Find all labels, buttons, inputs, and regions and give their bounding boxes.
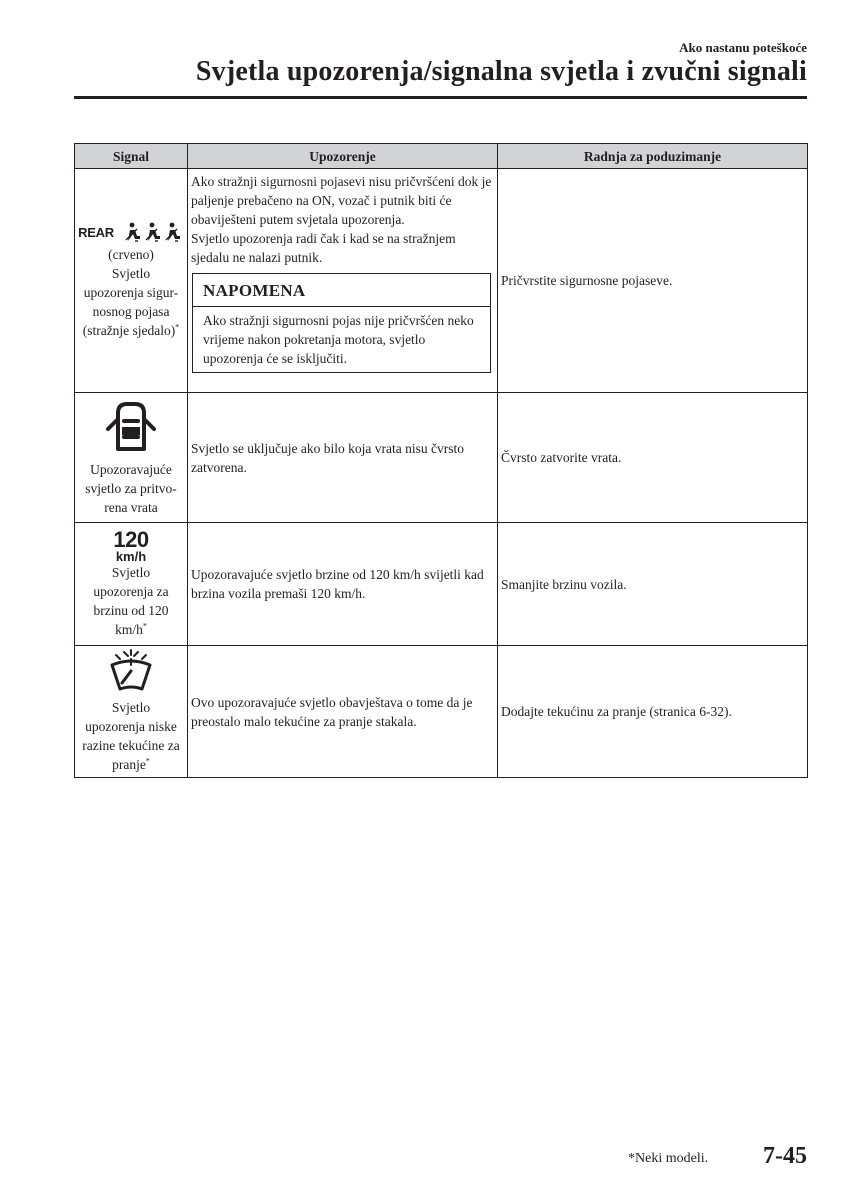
warning-text: Svjetlo se uključuje ako bilo koja vrata nisu čvrsto zatvorena. [191,440,464,475]
signal-line-text: (stražnje sjedalo) [82,323,176,338]
note-box [192,273,491,373]
washer-fluid-icon [108,649,154,693]
footnote: *Neki modeli. [628,1151,709,1166]
footnote-mark: * [145,756,150,766]
signal-line: svjetlo za pritvo- [85,480,177,496]
table-row [75,523,808,646]
warning-cell [188,523,498,646]
table-row [75,646,808,778]
action-text: Čvrsto zatvorite vrata. [501,450,622,465]
action-cell [498,646,808,778]
action-text: Smanjite brzinu vozila. [501,576,627,592]
signal-line: Svjetlo [111,565,151,580]
footnote-mark: * [142,621,147,631]
action-cell [498,393,808,523]
warning-cell [188,169,498,393]
speed-120-icon [77,529,185,563]
signal-line-text: km/h [115,622,143,637]
rear-label: REAR [78,224,114,240]
signal-line [77,755,185,774]
speed-icon-number: 120 [113,527,149,552]
column-header-warning: Upozorenje [188,144,498,169]
action-text: Dodajte tekućinu za pranje (stranica 6-32). [501,704,732,719]
page-number: 7-45 [763,1143,807,1169]
warning-text: Upozoravajuće svjetlo brzine od 120 km/h svijetli kad brzina vozila premaši 120 km/h. [191,567,484,601]
signal-line: Svjetlo [111,266,151,281]
action-text: Pričvrstite sigurnosne pojaseve. [501,273,673,288]
warning-text: Svjetlo upozorenja radi čak i kad se na stražnjem sjedalu ne nalazi putnik. [191,231,456,265]
column-header-signal: Signal [75,144,188,169]
signal-line: upozorenja niske [85,719,177,734]
warning-cell [188,646,498,778]
signal-cell [75,169,188,393]
signal-line: Upozoravajuće [90,461,172,477]
note-title: NAPOMENA [193,274,490,307]
note-text: Ako stražnji sigurnosni pojas nije pričvršćen neko vrijeme nakon pokretanja motora, svjetlo upozorenja će se isključiti. [203,313,474,366]
signal-line: brzinu od 120 [93,603,169,618]
warning-cell [188,393,498,523]
signal-line: Svjetlo [111,700,151,715]
table-row [75,393,808,523]
warning-text: Ovo upozoravajuće svjetlo obavještava o tome da je preostalo malo tekućine za pranje stakala. [191,694,473,729]
action-cell [498,523,808,646]
page-title: Svjetla upozorenja/signalna svjetla i zvučni signali [195,56,807,87]
table-row [75,169,808,393]
signal-line: (crveno) [108,247,154,262]
signal-line: rena vrata [104,499,158,515]
signal-cell [75,646,188,778]
signal-cell [75,393,188,523]
signal-line [77,321,185,340]
signal-line-text: pranje [112,757,146,772]
rear-seatbelt-icon [124,221,184,243]
signal-line: nosnog pojasa [92,304,170,319]
rear-seatbelt-icon-group [77,221,185,243]
signal-line: upozorenja za [93,584,169,599]
column-header-action: Radnja za poduzimanje [498,144,808,169]
signal-cell [75,523,188,646]
footnote-mark: * [175,322,180,332]
table-header-row [75,144,808,169]
warning-text: Ako stražnji sigurnosni pojasevi nisu pričvršćeni dok je paljenje prebačeno na ON, vozač i putnik biti će obaviješteni putem svjetala upozorenja. [191,174,492,227]
door-ajar-icon [102,399,160,455]
section-title: Ako nastanu poteškoće [679,40,807,55]
signal-line [77,620,185,639]
action-cell [498,169,808,393]
signal-line: upozorenja sigur- [83,285,179,300]
signal-line: razine tekućine za [82,738,180,753]
warning-lights-table [74,143,808,778]
speed-icon-unit: km/h [115,549,147,564]
title-rule [74,96,807,99]
